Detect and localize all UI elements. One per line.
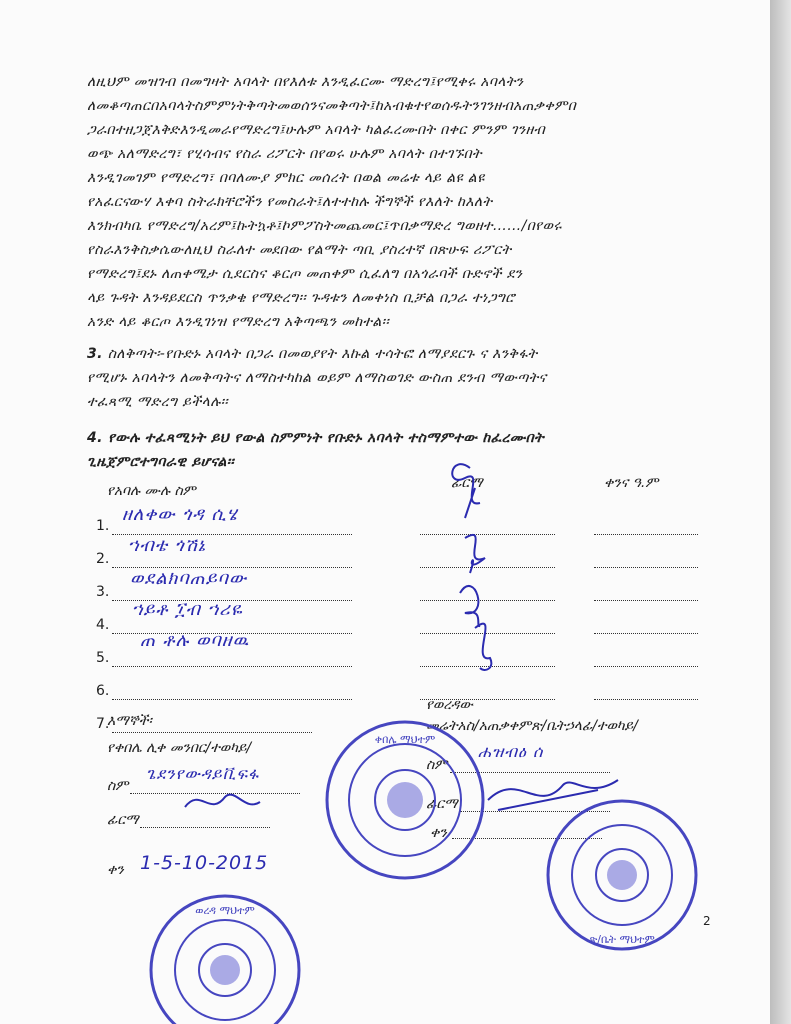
member-name: ዘለቀው ጎዳ ሲሄ xyxy=(122,504,238,525)
woreda-title: የወረዳው xyxy=(426,697,473,713)
woreda-name: ሐዝብዕ ሰ xyxy=(478,742,544,761)
row-number: 2. xyxy=(96,551,110,567)
name-line xyxy=(112,732,312,733)
date-line xyxy=(594,600,698,601)
office-stamp xyxy=(542,795,702,955)
section-3-line: 3. ስለቅጣት፡-የቡድኑ አባላት በጋራ በመወያየት እኩል ተሳትፎ ለማያደርጉ ና እንቅፋት xyxy=(87,346,538,362)
member-name: ወደልክባጠይባው xyxy=(130,568,248,589)
date-header: ቀንና ዓ.ም xyxy=(604,475,659,491)
date-line xyxy=(594,699,698,700)
svg-text:ቀበሌ ማህተም: ቀበሌ ማህተም xyxy=(374,733,436,746)
page-number: 2 xyxy=(703,914,711,928)
woreda-date-label: ቀን xyxy=(430,825,447,841)
paragraph-line: የአፈርናውሃ እቀባ ስትራክቸሮችን የመስራት፤ለተተከሉ ችግኞች የእለት ከእለት xyxy=(87,194,493,210)
svg-text:ጽ/ቤት ማህተም: ጽ/ቤት ማህተም xyxy=(589,933,655,946)
witnesses-title: እማኞች፡ xyxy=(107,713,152,729)
page-edge-shadow xyxy=(770,0,791,1024)
member-name: ጠ ቶሉ ወባዘዉ xyxy=(140,630,250,651)
witness-name-label: ስም xyxy=(107,778,129,794)
signature-header: ፊርማ xyxy=(451,475,483,491)
section-4-line: 4. የውሉ ተፈጻሚነት ይህ የውል ስምምነት የቡድኑ አባላት ተስማምተው ከፈረሙበት xyxy=(87,430,544,446)
witness-date: 1-5-10-2015 xyxy=(140,852,269,874)
witness-signature-label: ፊርማ xyxy=(107,812,139,828)
section-4-line: ጊዜጀምሮተግባራዊ ይሆናል፡፡ xyxy=(87,454,235,470)
witness-subtitle: የቀበሌ ሊቀ መንበር/ተወካይ/ xyxy=(107,740,252,756)
section-4-number: 4. xyxy=(87,430,103,446)
witness-signature xyxy=(175,782,265,822)
row-number: 4. xyxy=(96,617,110,633)
member-name-header: የአባሉ ሙሉ ስም xyxy=(107,483,196,499)
woreda-stamp xyxy=(145,890,305,1024)
paragraph-line: እንዲገመገም የማድረግ፣ በባለሙያ ምክር መሰረት በወል መሬቱ ላይ ልዩ ልዩ xyxy=(87,170,485,186)
date-line xyxy=(594,534,698,535)
woreda-office: መሬትአስ/አጠቃቀምጽ/ቤትኃላፊ/ተወካይ/ xyxy=(426,718,638,734)
date-line xyxy=(594,666,698,667)
paragraph-line: የስራእንቅስቃሴውለዚህ ስራለተ መደበው የልማት ጣቢ ያስረተኛ በጽሁፍ ሪፖርት xyxy=(87,242,512,258)
witness-date-label: ቀን xyxy=(107,862,124,878)
paragraph-line: እንክብካቤ የማድረግ/አረም፤ኩትኳቶ፤ኮምፖስትመጨመር፤ጥበቃማድረ ግወዘተ……/በየወሩ xyxy=(87,218,562,234)
row-number: 1. xyxy=(96,518,110,534)
date-line xyxy=(594,567,698,568)
paragraph-line: ላይ ጉዳት እንዳይደርስ ጥንቃቄ የማድረግ፡፡ ጉዳቱን ለመቀነስ ቢቻል በጋራ ተነጋግሮ xyxy=(87,290,515,306)
paragraph-line: ለዚህም መዝገብ በመግዛት አባላት በየእለቱ እንዲፈርሙ ማድረግ፤የሚቀሩ አባላትን xyxy=(87,74,524,90)
name-line xyxy=(112,666,352,667)
paragraph-line: ጋራበተዘጋጀእቅድእንዲመራየማድረግ፤ሁሉም አባላት ካልፈረሙበት በቀር ምንም ገንዘብ xyxy=(87,122,546,138)
section-3-line: የሚሆኑ አባላትን ለመቅጣትና ለማስተካከል ወይም ለማስወገድ ውስጠ ደንብ ማውጣትና xyxy=(87,370,547,386)
svg-text:ወረዳ ማህተም: ወረዳ ማህተም xyxy=(195,904,255,917)
member-name: ኀብቴ ጎሽኔ xyxy=(128,535,206,556)
name-line xyxy=(112,699,352,700)
kebele-stamp xyxy=(320,715,490,885)
woreda-signature-label: ፊርማ xyxy=(426,796,458,812)
woreda-name-label: ስም xyxy=(426,757,448,773)
paragraph-line: አንድ ላይ ቆርጦ እንዲገነዝ የማድረግ አቅጣጫን መከተል፡፡ xyxy=(87,314,390,330)
paragraph-line: ወጭ አለማድረግ፣ የሂሳብና የስራ ሪፖርት በየወሩ ሁሉም አባላት በተገኙበት xyxy=(87,146,482,162)
member-name: ኀይቶ ፲ብ ኀሪዬ xyxy=(132,599,243,620)
date-line xyxy=(594,633,698,634)
witness-signature-line xyxy=(140,827,270,828)
paragraph-line: የማድረግ፤ደኑ ለጠቀሜታ ሲደርስና ቆርጦ መጠቀም ሲፈለግ በአጎራባች ቡድኖች ደን xyxy=(87,266,523,282)
row-number: 3. xyxy=(96,584,110,600)
section-3-number: 3. xyxy=(87,346,103,362)
member-signatures xyxy=(430,448,520,673)
row-number: 5. xyxy=(96,650,110,666)
row-number: 6. xyxy=(96,683,110,699)
witness-name: ጌደንየውዳይቪፍፋ xyxy=(146,764,260,783)
paragraph-line: ለመቆጣጠርበአባላትስምምነትቅጣትመወሰንናመቅጣት፤ከአብቁተየወሰዱትንገንዘብአጠቃቀምበ xyxy=(87,98,577,114)
section-3-line: ተፈጻሚ ማድረግ ይችላሉ፡፡ xyxy=(87,394,229,410)
row-number: 7. xyxy=(96,716,110,732)
